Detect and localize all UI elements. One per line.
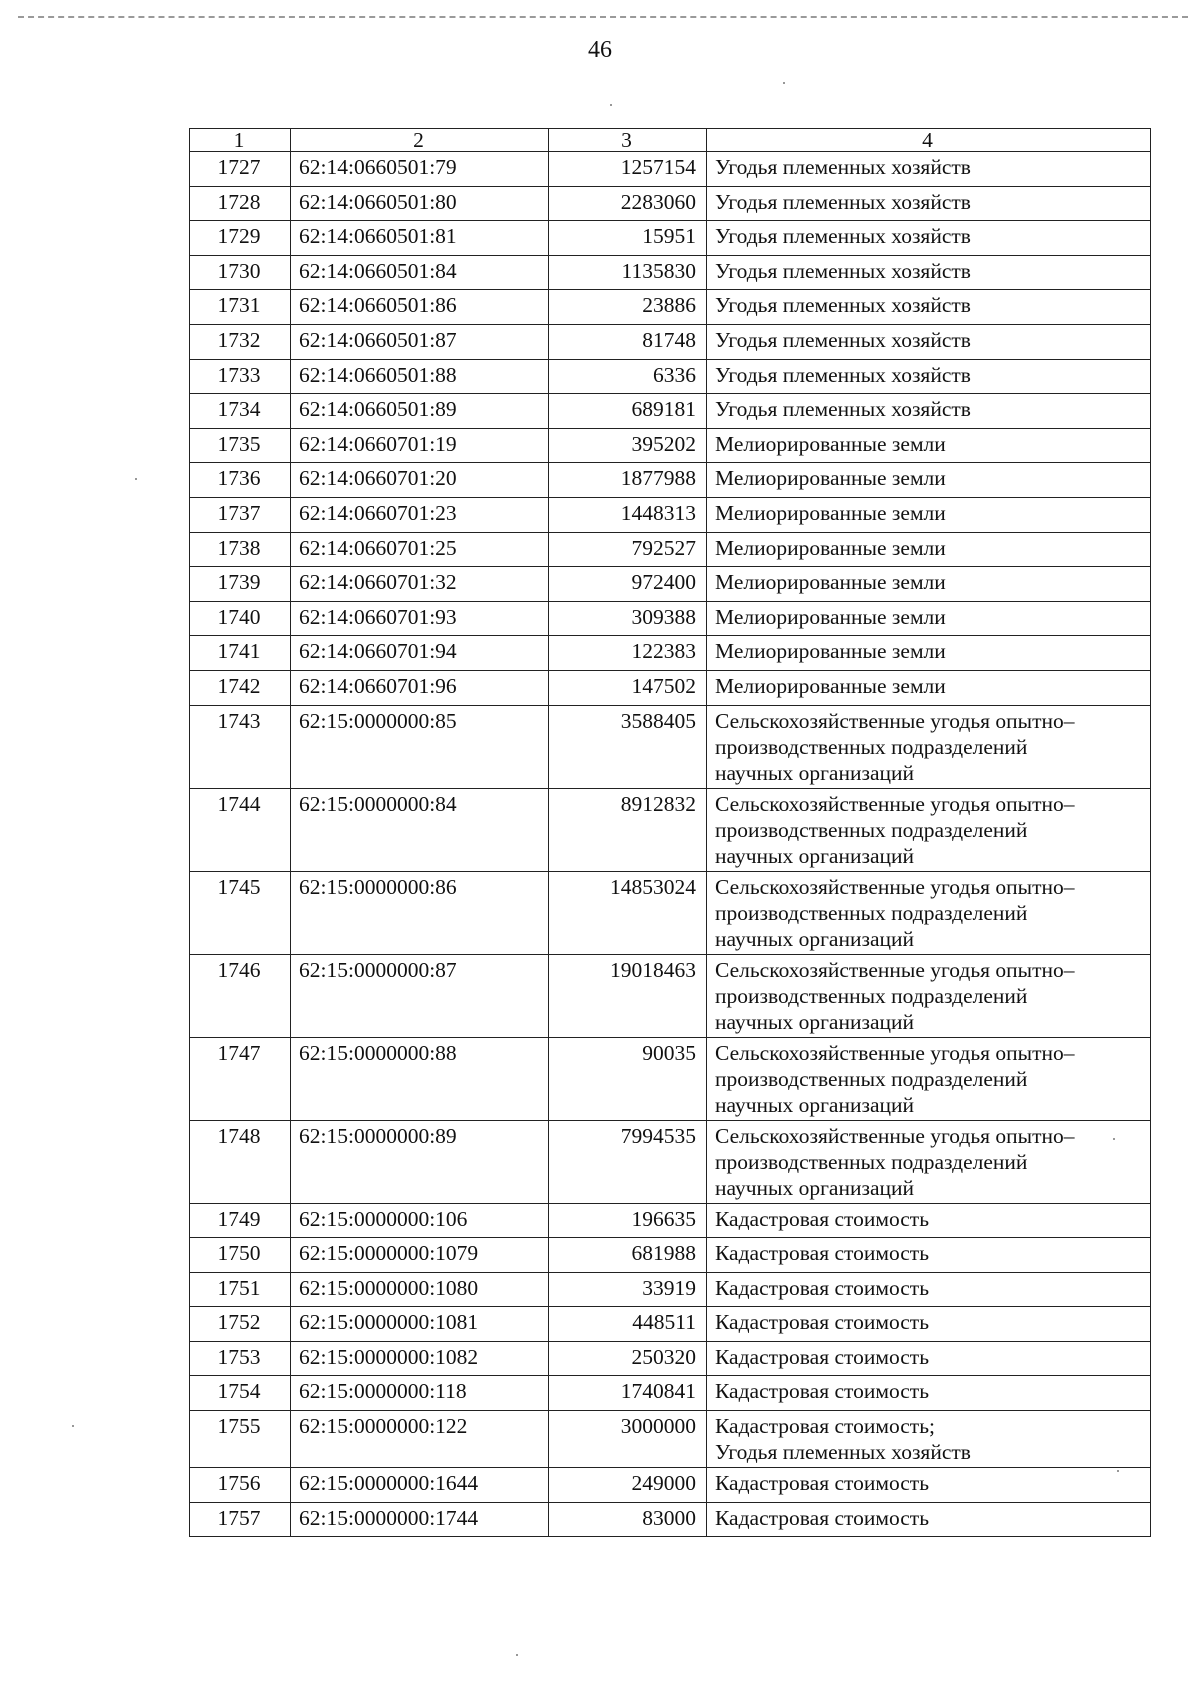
cadastral-number-cell: 62:15:0000000:122 <box>291 1411 549 1468</box>
land-category-cell: Кадастровая стоимость; Угодья племенных хозяйств <box>707 1411 1151 1468</box>
scan-speck <box>783 82 785 84</box>
cadastral-number-cell: 62:15:0000000:87 <box>291 954 549 1037</box>
cadastral-number-cell: 62:15:0000000:1644 <box>291 1468 549 1503</box>
area-cell: 8912832 <box>549 788 707 871</box>
land-category-cell: Мелиорированные земли <box>707 567 1151 602</box>
area-cell: 689181 <box>549 394 707 429</box>
cadastral-number-cell: 62:15:0000000:86 <box>291 871 549 954</box>
table-row <box>190 324 1151 359</box>
land-category-cell: Кадастровая стоимость <box>707 1307 1151 1342</box>
cadastral-number-cell: 62:15:0000000:1082 <box>291 1341 549 1376</box>
land-category-cell: Угодья племенных хозяйств <box>707 255 1151 290</box>
row-number-cell: 1750 <box>190 1238 291 1273</box>
area-cell: 90035 <box>549 1037 707 1120</box>
cadastral-number-cell: 62:15:0000000:84 <box>291 788 549 871</box>
row-number-cell: 1747 <box>190 1037 291 1120</box>
area-cell: 23886 <box>549 290 707 325</box>
scan-speck <box>610 104 612 106</box>
land-category-cell: Мелиорированные земли <box>707 532 1151 567</box>
row-number-cell: 1736 <box>190 463 291 498</box>
land-category-cell: Сельскохозяйственные угодья опытно– производственных подразделений научных организаций <box>707 705 1151 788</box>
cadastral-number-cell: 62:15:0000000:85 <box>291 705 549 788</box>
land-category-cell: Кадастровая стоимость <box>707 1468 1151 1503</box>
table-row <box>190 1037 1151 1120</box>
cadastral-number-cell: 62:15:0000000:106 <box>291 1203 549 1238</box>
row-number-cell: 1733 <box>190 359 291 394</box>
land-category-cell: Кадастровая стоимость <box>707 1341 1151 1376</box>
row-number-cell: 1731 <box>190 290 291 325</box>
land-category-cell: Сельскохозяйственные угодья опытно– производственных подразделений научных организаций <box>707 1120 1151 1203</box>
column-header: 3 <box>549 129 707 152</box>
area-cell: 15951 <box>549 221 707 256</box>
table-row <box>190 1307 1151 1342</box>
area-cell: 19018463 <box>549 954 707 1037</box>
land-category-cell: Сельскохозяйственные угодья опытно– производственных подразделений научных организаций <box>707 871 1151 954</box>
table-row <box>190 670 1151 705</box>
cadastral-number-cell: 62:14:0660701:96 <box>291 670 549 705</box>
land-category-cell: Угодья племенных хозяйств <box>707 324 1151 359</box>
row-number-cell: 1738 <box>190 532 291 567</box>
cadastral-number-cell: 62:14:0660501:80 <box>291 186 549 221</box>
table-row <box>190 1203 1151 1238</box>
area-cell: 3588405 <box>549 705 707 788</box>
scan-top-edge <box>18 16 1188 18</box>
row-number-cell: 1727 <box>190 152 291 187</box>
table-row <box>190 705 1151 788</box>
land-parcel-table <box>189 128 1151 1537</box>
area-cell: 1877988 <box>549 463 707 498</box>
cadastral-number-cell: 62:14:0660501:88 <box>291 359 549 394</box>
row-number-cell: 1752 <box>190 1307 291 1342</box>
table-row <box>190 394 1151 429</box>
land-category-cell: Угодья племенных хозяйств <box>707 186 1151 221</box>
cadastral-number-cell: 62:15:0000000:1079 <box>291 1238 549 1273</box>
table-body <box>190 152 1151 1537</box>
cadastral-number-cell: 62:14:0660501:81 <box>291 221 549 256</box>
area-cell: 83000 <box>549 1502 707 1537</box>
row-number-cell: 1741 <box>190 636 291 671</box>
area-cell: 250320 <box>549 1341 707 1376</box>
table-row <box>190 1502 1151 1537</box>
area-cell: 309388 <box>549 601 707 636</box>
cadastral-number-cell: 62:15:0000000:1081 <box>291 1307 549 1342</box>
land-category-cell: Кадастровая стоимость <box>707 1203 1151 1238</box>
row-number-cell: 1732 <box>190 324 291 359</box>
row-number-cell: 1728 <box>190 186 291 221</box>
area-cell: 1740841 <box>549 1376 707 1411</box>
cadastral-number-cell: 62:14:0660701:23 <box>291 497 549 532</box>
row-number-cell: 1739 <box>190 567 291 602</box>
row-number-cell: 1744 <box>190 788 291 871</box>
area-cell: 792527 <box>549 532 707 567</box>
land-category-cell: Угодья племенных хозяйств <box>707 359 1151 394</box>
cadastral-number-cell: 62:15:0000000:1080 <box>291 1272 549 1307</box>
table-row <box>190 290 1151 325</box>
row-number-cell: 1746 <box>190 954 291 1037</box>
area-cell: 81748 <box>549 324 707 359</box>
scan-speck <box>135 478 137 480</box>
table-header-row <box>190 129 1151 152</box>
scan-speck <box>516 1654 518 1656</box>
row-number-cell: 1753 <box>190 1341 291 1376</box>
area-cell: 249000 <box>549 1468 707 1503</box>
cadastral-number-cell: 62:14:0660701:94 <box>291 636 549 671</box>
row-number-cell: 1754 <box>190 1376 291 1411</box>
cadastral-number-cell: 62:14:0660501:89 <box>291 394 549 429</box>
land-category-cell: Угодья племенных хозяйств <box>707 221 1151 256</box>
table-row <box>190 636 1151 671</box>
land-category-cell: Сельскохозяйственные угодья опытно– производственных подразделений научных организаций <box>707 954 1151 1037</box>
cadastral-number-cell: 62:15:0000000:89 <box>291 1120 549 1203</box>
row-number-cell: 1729 <box>190 221 291 256</box>
table-row <box>190 1238 1151 1273</box>
land-category-cell: Угодья племенных хозяйств <box>707 394 1151 429</box>
cadastral-number-cell: 62:14:0660701:32 <box>291 567 549 602</box>
cadastral-number-cell: 62:14:0660701:20 <box>291 463 549 498</box>
area-cell: 7994535 <box>549 1120 707 1203</box>
row-number-cell: 1734 <box>190 394 291 429</box>
land-category-cell: Мелиорированные земли <box>707 670 1151 705</box>
table-row <box>190 532 1151 567</box>
area-cell: 395202 <box>549 428 707 463</box>
land-category-cell: Мелиорированные земли <box>707 428 1151 463</box>
row-number-cell: 1737 <box>190 497 291 532</box>
cadastral-number-cell: 62:14:0660701:19 <box>291 428 549 463</box>
land-category-cell: Сельскохозяйственные угодья опытно– производственных подразделений научных организаций <box>707 788 1151 871</box>
cadastral-number-cell: 62:14:0660701:25 <box>291 532 549 567</box>
table-row <box>190 871 1151 954</box>
page-number: 46 <box>588 37 612 63</box>
area-cell: 6336 <box>549 359 707 394</box>
cadastral-number-cell: 62:15:0000000:118 <box>291 1376 549 1411</box>
row-number-cell: 1740 <box>190 601 291 636</box>
area-cell: 3000000 <box>549 1411 707 1468</box>
land-category-cell: Сельскохозяйственные угодья опытно– производственных подразделений научных организаций <box>707 1037 1151 1120</box>
row-number-cell: 1730 <box>190 255 291 290</box>
scan-speck <box>72 1425 74 1427</box>
table-row <box>190 1120 1151 1203</box>
row-number-cell: 1735 <box>190 428 291 463</box>
row-number-cell: 1745 <box>190 871 291 954</box>
column-header: 1 <box>190 129 291 152</box>
table-row <box>190 1376 1151 1411</box>
land-category-cell: Угодья племенных хозяйств <box>707 290 1151 325</box>
row-number-cell: 1751 <box>190 1272 291 1307</box>
row-number-cell: 1757 <box>190 1502 291 1537</box>
area-cell: 448511 <box>549 1307 707 1342</box>
area-cell: 681988 <box>549 1238 707 1273</box>
table-row <box>190 221 1151 256</box>
land-category-cell: Мелиорированные земли <box>707 636 1151 671</box>
area-cell: 122383 <box>549 636 707 671</box>
table-row <box>190 1272 1151 1307</box>
land-category-cell: Кадастровая стоимость <box>707 1502 1151 1537</box>
row-number-cell: 1742 <box>190 670 291 705</box>
area-cell: 1135830 <box>549 255 707 290</box>
table-row <box>190 1411 1151 1468</box>
area-cell: 1448313 <box>549 497 707 532</box>
table-row <box>190 1341 1151 1376</box>
cadastral-number-cell: 62:14:0660501:79 <box>291 152 549 187</box>
table-row <box>190 463 1151 498</box>
table-row <box>190 428 1151 463</box>
land-category-cell: Мелиорированные земли <box>707 497 1151 532</box>
table-row <box>190 567 1151 602</box>
table-row <box>190 788 1151 871</box>
table-row <box>190 1468 1151 1503</box>
table-row <box>190 359 1151 394</box>
area-cell: 33919 <box>549 1272 707 1307</box>
table-row <box>190 186 1151 221</box>
land-category-cell: Мелиорированные земли <box>707 601 1151 636</box>
land-category-cell: Кадастровая стоимость <box>707 1376 1151 1411</box>
cadastral-number-cell: 62:14:0660501:87 <box>291 324 549 359</box>
area-cell: 14853024 <box>549 871 707 954</box>
table-row <box>190 255 1151 290</box>
area-cell: 147502 <box>549 670 707 705</box>
table-row <box>190 152 1151 187</box>
land-category-cell: Мелиорированные земли <box>707 463 1151 498</box>
land-category-cell: Кадастровая стоимость <box>707 1238 1151 1273</box>
area-cell: 972400 <box>549 567 707 602</box>
table-row <box>190 601 1151 636</box>
area-cell: 196635 <box>549 1203 707 1238</box>
column-header: 4 <box>707 129 1151 152</box>
cadastral-number-cell: 62:15:0000000:88 <box>291 1037 549 1120</box>
row-number-cell: 1756 <box>190 1468 291 1503</box>
row-number-cell: 1748 <box>190 1120 291 1203</box>
row-number-cell: 1755 <box>190 1411 291 1468</box>
land-category-cell: Кадастровая стоимость <box>707 1272 1151 1307</box>
cadastral-number-cell: 62:14:0660501:86 <box>291 290 549 325</box>
cadastral-number-cell: 62:14:0660501:84 <box>291 255 549 290</box>
area-cell: 2283060 <box>549 186 707 221</box>
column-header: 2 <box>291 129 549 152</box>
row-number-cell: 1749 <box>190 1203 291 1238</box>
row-number-cell: 1743 <box>190 705 291 788</box>
table-row <box>190 954 1151 1037</box>
cadastral-number-cell: 62:14:0660701:93 <box>291 601 549 636</box>
area-cell: 1257154 <box>549 152 707 187</box>
cadastral-number-cell: 62:15:0000000:1744 <box>291 1502 549 1537</box>
table-row <box>190 497 1151 532</box>
land-category-cell: Угодья племенных хозяйств <box>707 152 1151 187</box>
